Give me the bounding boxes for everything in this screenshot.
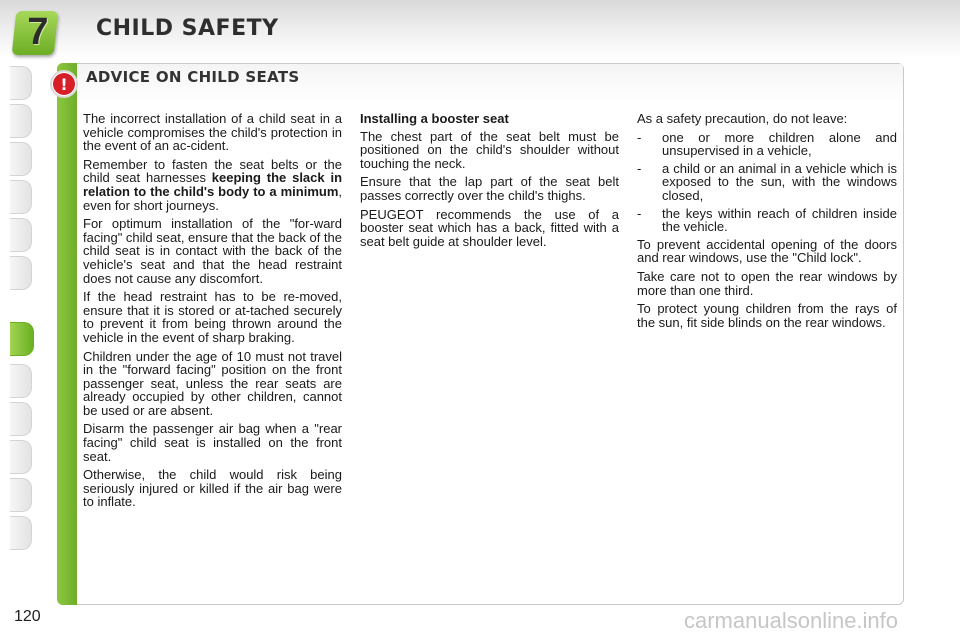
paragraph-seat-belts: [83, 158, 342, 212]
text-column-3: [637, 112, 897, 334]
chapter-number: 7: [27, 10, 49, 53]
watermark: carmanualsonline.info: [684, 608, 899, 633]
chapter-thumb-tabs: [10, 66, 32, 576]
thumb-tab[interactable]: [10, 516, 32, 550]
thumb-tab[interactable]: [10, 142, 32, 176]
panel-green-edge: [57, 63, 77, 605]
thumb-tab[interactable]: [10, 180, 32, 214]
paragraph: The incorrect installation of a child seat in a vehicle compromises the child's protection in the event of an ac-cident.: [83, 111, 342, 154]
thumb-tab[interactable]: [10, 440, 32, 474]
list-item: [637, 131, 897, 158]
paragraph: Children under the age of 10 must not travel in the "forward facing" position on the front passenger seat, unless the rear seats are already occupied by other children, cannot be used or are absent.: [83, 348, 342, 418]
list-item: [637, 162, 897, 203]
paragraph: Otherwise, the child would risk being seriously injured or killed if the air bag were to inflate.: [83, 467, 342, 510]
thumb-tab[interactable]: [10, 402, 32, 436]
paragraph: For optimum installation of the "for-ward facing" child seat, ensure that the back of the child seat is in contact with the back of the vehicle's seat and that the head restraint does not cause any discomfort.: [83, 216, 342, 286]
paragraph: Ensure that the lap part of the seat belt passes correctly over the child's thighs.: [360, 174, 619, 203]
paragraph: The chest part of the seat belt must be positioned on the child's shoulder without touching the neck.: [360, 128, 619, 171]
dash-bullet: -: [637, 129, 642, 145]
warning-mark: !: [53, 73, 75, 95]
chapter-title: CHILD SAFETY: [96, 16, 279, 41]
text-column-1: [83, 112, 342, 514]
dash-bullet: -: [637, 205, 642, 221]
thumb-tab[interactable]: [10, 218, 32, 252]
thumb-tab[interactable]: [10, 104, 32, 138]
list-item-text: one or more children alone and unsupervised in a vehicle,: [662, 129, 897, 159]
list-item-text: a child or an animal in a vehicle which is exposed to the sun, with the windows closed,: [662, 160, 897, 203]
bold-text: keeping the slack in relation to the child's body to a minimum: [83, 170, 343, 199]
list-item-text: the keys within reach of children inside the vehicle.: [662, 205, 897, 235]
warning-icon: [50, 70, 78, 98]
paragraph-text: Remember to fasten the seat belts or the child seat harnesses: [83, 156, 342, 186]
paragraph: Disarm the passenger air bag when a "rear facing" child seat is installed on the front seat.: [83, 421, 342, 464]
paragraph: PEUGEOT recommends the use of a booster seat which has a back, fitted with a seat belt guide at shoulder level.: [360, 206, 619, 249]
thumb-tab[interactable]: [10, 66, 32, 100]
paragraph: Take care not to open the rear windows by more than one third.: [637, 268, 897, 298]
thumb-tab-active[interactable]: [10, 322, 34, 356]
paragraph: To prevent accidental opening of the doors and rear windows, use the "Child lock".: [637, 236, 897, 266]
thumb-tab[interactable]: [10, 478, 32, 512]
paragraph-text: , even for short journeys.: [83, 183, 342, 213]
section-title: ADVICE ON CHILD SEATS: [86, 68, 300, 86]
subsection-title: Installing a booster seat: [360, 111, 509, 126]
thumb-tab[interactable]: [10, 364, 32, 398]
paragraph: As a safety precaution, do not leave:: [637, 111, 848, 126]
paragraph: If the head restraint has to be re-moved, ensure that it is stored or at-tached securely to prevent it from being thrown around the vehicle in the event of sharp braking.: [83, 289, 342, 345]
text-column-2: [360, 112, 619, 253]
page-number: 120: [14, 608, 41, 625]
dash-bullet: -: [637, 160, 642, 176]
paragraph: To protect young children from the rays of the sun, fit side blinds on the rear windows.: [637, 301, 897, 330]
list-item: [637, 207, 897, 234]
thumb-tab[interactable]: [10, 256, 32, 290]
